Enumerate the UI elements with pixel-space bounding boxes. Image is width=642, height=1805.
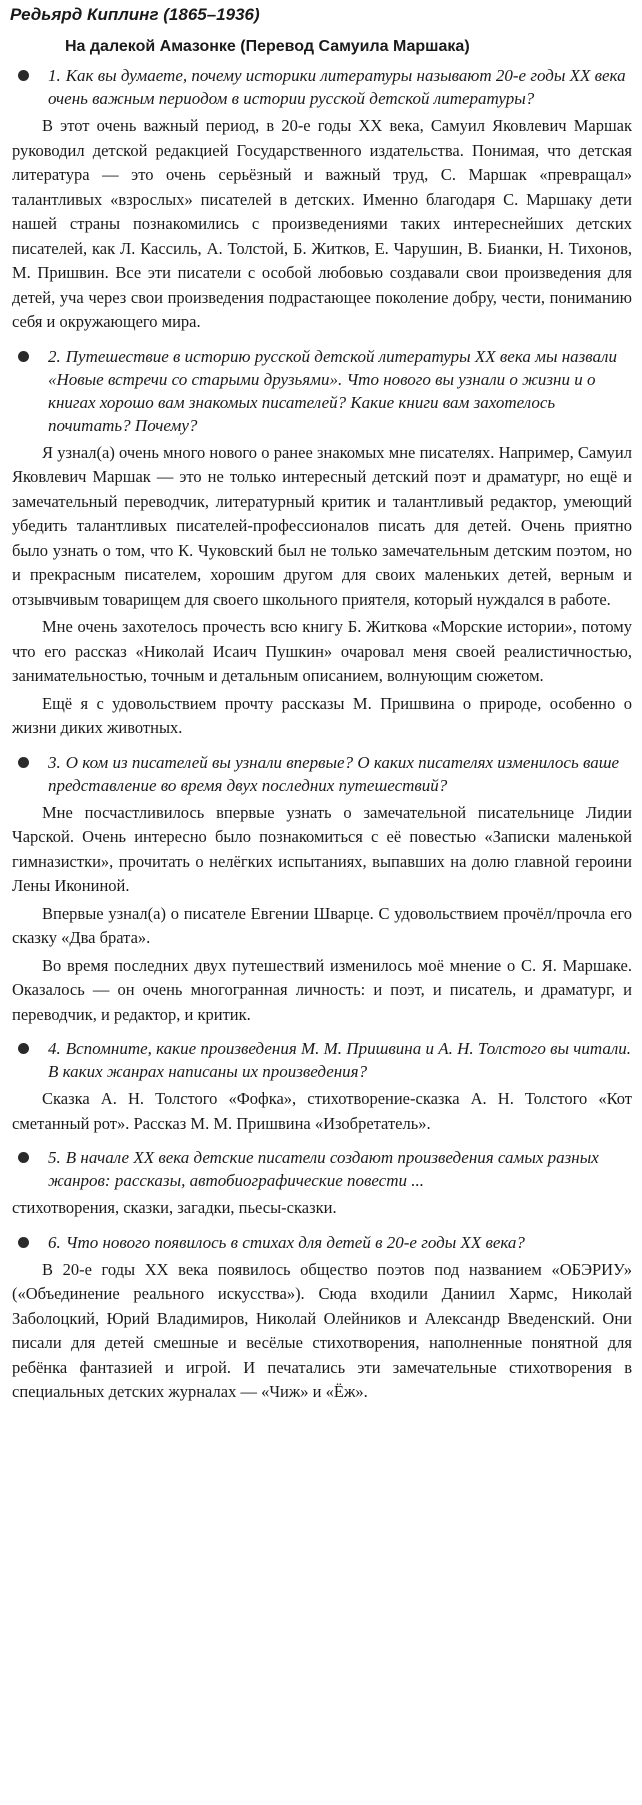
question-number: 5. — [48, 1148, 61, 1167]
answer-paragraph: Мне очень захотелось прочесть всю книгу Б. Житкова «Морские истории», потому что его рассказ «Николай Исаич Пушкин» очаровал меня своей реалистичностью, занимательностью, точным и детальным описанием, волнующим сюжетом. — [12, 617, 632, 685]
answer-paragraph: В 20-е годы XX века появилось общество поэтов под названием «ОБЭРИУ» («Объединение реального искусства»). Сюда входили Даниил Хармс, Николай Заболоцкий, Юрий Владимиров, Николай Олейников и Александр Введенский. Они писали для детей смешные и весёлые стихотворения, наполненные понятной для ребёнка фантазией и игрой. И печатались эти замечательные стихотворения в специальных детских журналах — «Чиж» и «Ёж». — [12, 1259, 632, 1401]
answer-paragraph: Ещё я с удовольствием прочту рассказы М. Пришвина о природе, особенно о жизни диких животных. — [12, 693, 632, 737]
answer-paragraph: Мне посчастливилось впервые узнать о замечательной писательнице Лидии Чарской. Очень интересно было познакомиться с её повестью «Записки маленькой гимназистки», прочитать о нелёгких испытаниях, выпавших на долю главной героини Лены Икониной. — [12, 802, 632, 895]
answer-paragraph: Я узнал(а) очень много нового о ранее знакомых мне писателях. Например, Самуил Яковлевич Маршак — это не только интересный детский поэт и драматург, но ещё и замечательный переводчик, литературный критик и талантливый редактор, умеющий убедить талантливых писателей-профессионалов писать для детей. Очень приятно было узнать о том, что К. Чуковский был не только замечательным детским поэтом, но и прекрасным писателем, хорошим другом для своих маленьких детей, верным и отзывчивым товарищем для своего школьного приятеля, который нуждался в работе. — [12, 442, 632, 609]
bullet-dot-icon — [18, 757, 29, 768]
question-text: В начале XX века детские писатели создают произведения самых разных жанров: рассказы, автобиографические повести ... — [48, 1148, 599, 1190]
question-text: О ком из писателей вы узнали впервые? О каких писателях изменилось ваше представление во время двух последних путешествий? — [48, 752, 620, 795]
question-number: 6. — [48, 1232, 61, 1252]
bullet-dot-icon — [18, 1043, 29, 1054]
question-text: Как вы думаете, почему историки литературы называют 20-е годы XX века очень важным периодом в истории русской детской литературы? — [48, 66, 626, 108]
answer-paragraph: Впервые узнал(а) о писателе Евгении Шварце. С удовольствием прочёл/прочла его сказку «Два брата». — [12, 903, 632, 947]
bullet-dot-icon — [18, 70, 29, 81]
bullet-dot-icon — [18, 351, 29, 362]
bullet-dot-icon — [18, 1152, 29, 1163]
qa-block — [10, 64, 632, 335]
question — [10, 751, 632, 797]
question-text: Путешествие в историю русской детской литературы XX века мы назвали «Новые встречи со старыми друзьями». Что нового вы узнали о жизни и о книгах хорошо вам знакомых писателей? Какие книги вам захотелось почитать? Почему? — [48, 346, 617, 435]
question — [10, 1037, 632, 1083]
question — [10, 1146, 632, 1192]
question — [10, 345, 632, 437]
qa-block — [10, 1146, 632, 1221]
qa-block — [10, 751, 632, 1028]
answer-paragraph: Во время последних двух путешествий изменилось моё мнение о С. Я. Маршаке. Оказалось — он очень многогранная личность: и поэт, и писатель, и драматург, и переводчик, и редактор, и критик. — [12, 955, 632, 1024]
qa-block — [10, 1037, 632, 1136]
question — [10, 64, 632, 110]
bullet-dot-icon — [18, 1237, 29, 1248]
question-number: 2. — [48, 346, 61, 366]
qa-block — [10, 1231, 632, 1405]
qa-list — [10, 64, 632, 1405]
answer-paragraph: стихотворения, сказки, загадки, пьесы-сказки. — [12, 1198, 337, 1217]
question — [10, 1231, 632, 1254]
answer-paragraph: В этот очень важный период, в 20-е годы XX века, Самуил Яковлевич Маршак руководил детской редакцией Государственного издательства. Понимая, что детская литература — это очень серьёзный и важный труд, С. Маршак «превращал» талантливых «взрослых» писателей в детских. Именно благодаря С. Маршаку дети нашей страны познакомились с произведениями таких интереснейших детских писателей, как Л. Кассиль, А. Толстой, Б. Житков, Е. Чарушин, В. Бианки, Н. Тихонов, М. Пришвин. Все эти писатели с особой любовью создавали свои произведения для детей, уча через свои произведения подрастающее поколение добру, чести, пониманию себя и окружающего мира. — [12, 116, 632, 331]
question-text: Вспомните, какие произведения М. М. Пришвина и А. Н. Толстого вы читали. В каких жанрах написаны их произведения? — [48, 1039, 632, 1081]
question-text: Что нового появилось в стихах для детей в 20-е годы XX века? — [65, 1232, 525, 1252]
answer-paragraph: Сказка А. Н. Толстого «Фофка», стихотворение-сказка А. Н. Толстого «Кот сметанный рот». Рассказ М. М. Пришвина «Изобретатель». — [12, 1089, 632, 1133]
qa-block — [10, 345, 632, 741]
running-head: Редьярд Киплинг (1865–1936) — [10, 5, 260, 24]
section-title: На далекой Амазонке (Перевод Самуила Маршака) — [65, 38, 470, 55]
question-number: 3. — [48, 752, 61, 772]
question-number: 4. — [48, 1039, 61, 1058]
question-number: 1. — [48, 66, 61, 85]
